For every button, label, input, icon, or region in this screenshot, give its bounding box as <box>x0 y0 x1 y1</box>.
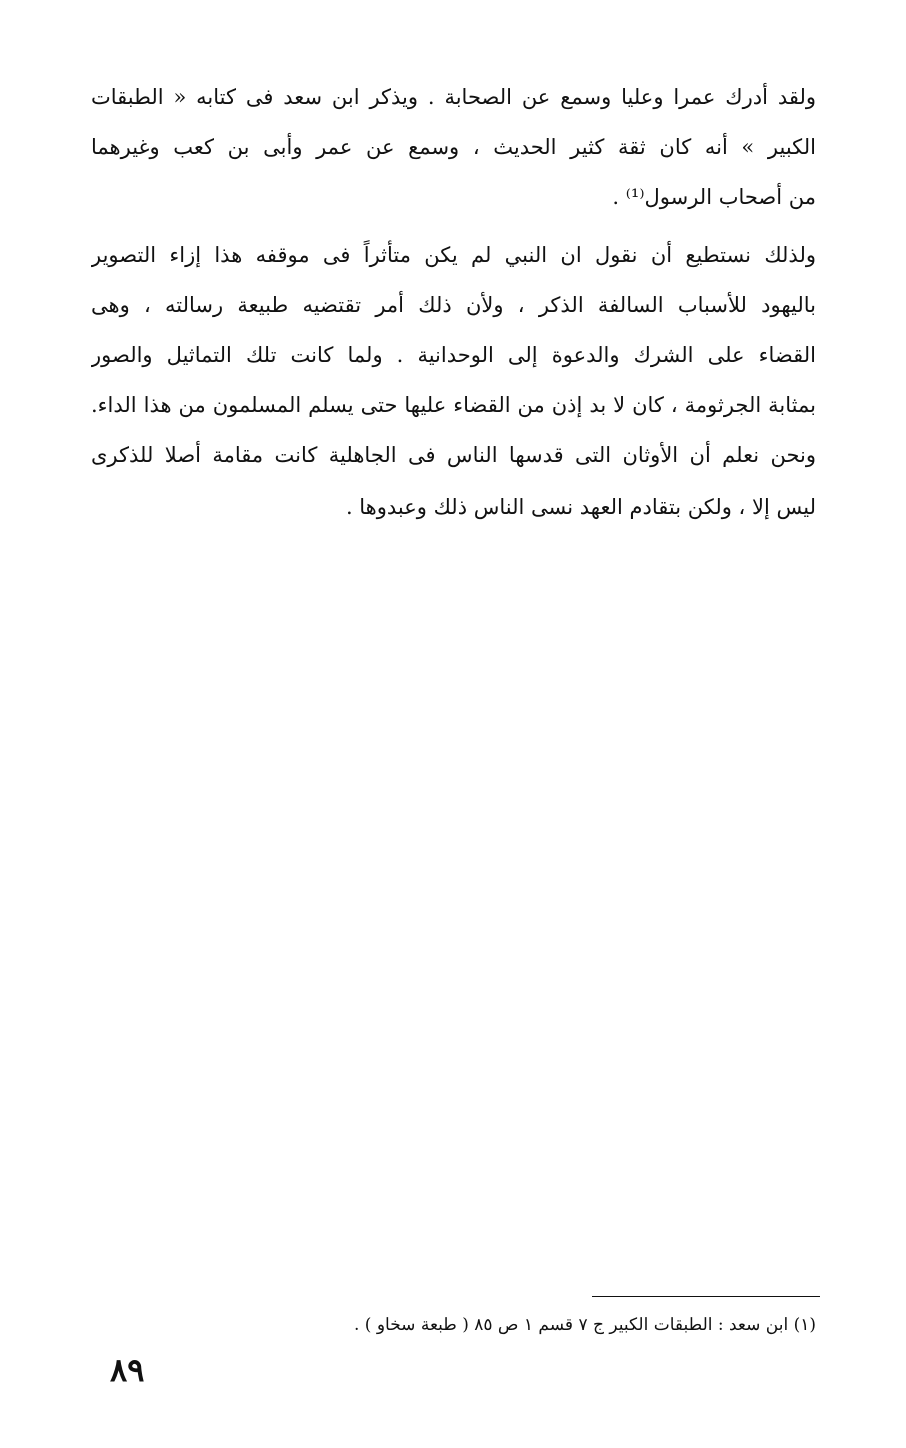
text-line: بمثابة الجرثومة ، كان لا بد إذن من القضاء عليها حتى يسلم المسلمون من هذا الداء. <box>91 393 816 417</box>
text-line: ولقد أدرك عمرا وعليا وسمع عن الصحابة . ويذكر ابن سعد فى كتابه « الطبقات <box>91 85 816 109</box>
text-line: ليس إلا ، ولكن بتقادم العهد نسى الناس ذلك وعبدوها . <box>345 495 816 519</box>
text-line: الكبير » أنه كان ثقة كثير الحديث ، وسمع عن عمر وأبى بن كعب وغيرهما <box>91 135 816 159</box>
text-line: ولذلك نستطيع أن نقول ان النبي لم يكن متأثراً فى موقفه هذا إزاء التصوير <box>91 243 816 267</box>
page-number: ٨٩ <box>110 1351 145 1389</box>
text-line: القضاء على الشرك والدعوة إلى الوحدانية . ولما كانت تلك التماثيل والصور <box>91 343 816 367</box>
text-line: باليهود للأسباب السالفة الذكر ، ولأن ذلك أمر تقتضيه طبيعة رسالته ، وهى <box>91 293 816 317</box>
footnote-divider <box>592 1296 820 1297</box>
text-line: ونحن نعلم أن الأوثان التى قدسها الناس فى الجاهلية كانت مقامة أصلا للذكرى <box>91 443 816 467</box>
text-line: من أصحاب الرسول⁽¹⁾ . <box>612 185 816 209</box>
footnote: (١) ابن سعد : الطبقات الكبير ج ٧ قسم ١ ص ٨٥ ( طبعة سخاو ) . <box>353 1315 816 1335</box>
